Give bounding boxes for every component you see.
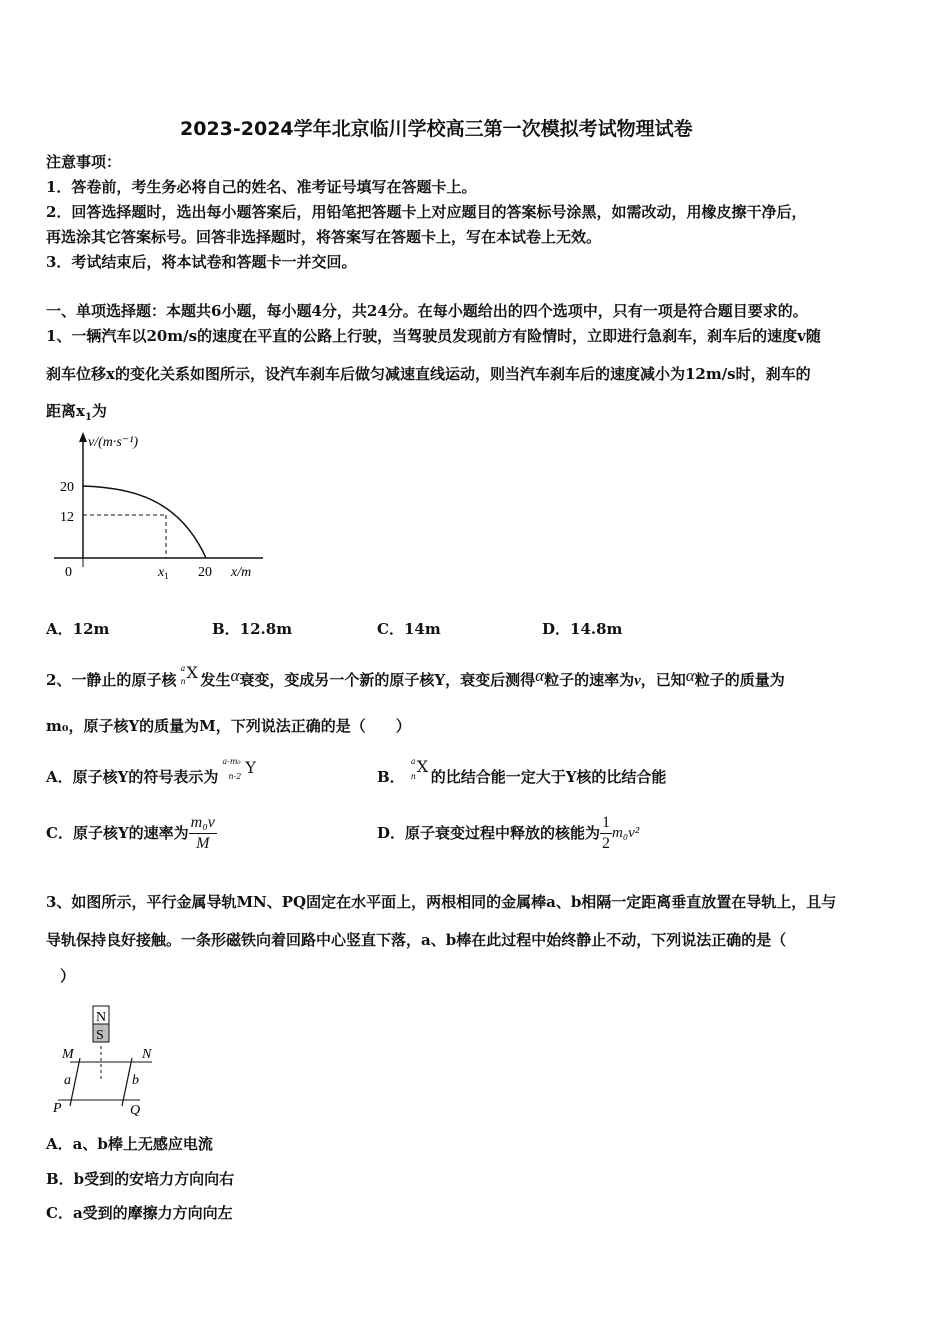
notice-heading: 注意事项： (46, 153, 122, 171)
q3-option-a: A．a、b棒上无感应电流 (46, 1135, 213, 1153)
q1-line-3: 距离$x_1$为 (46, 402, 107, 423)
tick-x1: $x_1$ (158, 565, 169, 581)
q2-line-2: m₀，原子核Y的质量为M，下列说法正确的是（ ） (46, 717, 411, 735)
magnet-s-label: S (96, 1028, 104, 1043)
origin-label: 0 (65, 565, 72, 580)
alpha-symbol: α (230, 666, 240, 685)
rod-a (70, 1058, 80, 1106)
q3-line-2: 导轨保持良好接触。一条形磁铁向着回路中心竖直下落，a、b棒在此过程中始终静止不动，下列说法正确的是（ (46, 931, 787, 949)
y-axis-arrow (79, 432, 87, 442)
section-heading: 一、单项选择题：本题共6小题，每小题4分，共24分。在每小题给出的四个选项中，只有一项是符合题目要求的。 (46, 302, 808, 320)
velocity-curve (83, 486, 206, 558)
q1-line-1: 1、一辆汽车以20m/s的速度在平直的公路上行驶，当驾驶员发现前方有险情时，立即进行急刹车，刹车后的速度v随 (46, 327, 821, 345)
tick-y-12: 12 (60, 510, 74, 525)
q1-option-d: D．14.8m (542, 620, 623, 638)
q3-option-b: B．b受到的安培力方向向右 (46, 1170, 235, 1188)
tick-x-20: 20 (198, 565, 212, 580)
notice-item-1: 1．答卷前，考生务必将自己的姓名、准考证号填写在答题卡上。 (46, 178, 477, 196)
rod-b (122, 1058, 132, 1106)
q3-line-1: 3、如图所示，平行金属导轨MN、PQ固定在水平面上，两根相同的金属棒a、b相隔一定距离垂直放置在导轨上，且与 (46, 893, 837, 911)
nuclide-x: a n X (410, 757, 429, 781)
alpha-symbol: α (535, 666, 545, 685)
label-p: P (53, 1101, 62, 1116)
label-q: Q (130, 1103, 141, 1118)
notice-item-3: 3．考试结束后，将本试卷和答题卡一并交回。 (46, 253, 357, 271)
label-a: a (64, 1073, 71, 1088)
notice-item-2-cont: 再选涂其它答案标号。回答非选择题时，将答案写在答题卡上，写在本试卷上无效。 (46, 228, 602, 246)
fraction-velocity: $\frac{\text{m₀v}}{M}$ (190, 813, 215, 852)
tick-y-20: 20 (60, 480, 74, 495)
notice-item-2: 2．回答选择题时，选出每小题答案后，用铅笔把答题卡上对应题目的答案标号涂黑，如需改动，用橡皮擦干净后， (46, 203, 807, 221)
q2-line-1: 2、一静止的原子核 a n X 发生α衰变，变成另一个新的原子核Y，衰变后测得α粒子的速率为v，已知α粒子的质量为 (46, 663, 785, 689)
q3-option-c: C．a受到的摩擦力方向向左 (46, 1204, 233, 1222)
fraction-half: $\frac{1}{2}$ (602, 813, 611, 852)
q3-line-3: ） (60, 967, 76, 985)
x-axis-label: x/m (231, 565, 252, 580)
q1-option-b: B．12.8m (212, 620, 293, 638)
label-n: N (142, 1047, 152, 1062)
q2-option-c: C．原子核Y的速率为 $\frac{\text{m₀v}}{M}$ (46, 813, 215, 852)
q3-rail-figure (50, 1002, 170, 1120)
q1-option-c: C．14m (377, 620, 441, 638)
q1-option-a: A．12m (46, 620, 110, 638)
q2-option-b: B． a n X 的比结合能一定大于Y核的比结合能 (377, 757, 667, 786)
q2-option-d: D．原子衰变过程中释放的核能为 $\frac{1}{2}$ m₀v² (377, 813, 640, 852)
magnet-n-label: N (96, 1010, 107, 1025)
nuclide-x: a n X (180, 663, 198, 686)
q1-line-2: 刹车位移x的变化关系如图所示，设汽车刹车后做匀减速直线运动，则当汽车刹车后的速度减小为12m/s时，刹车的 (46, 365, 811, 383)
q2-option-a: A．原子核Y的符号表示为 a-m₀ n-2 Y (46, 762, 258, 787)
label-m: M (62, 1047, 74, 1062)
y-axis-label: v/(m·s⁻¹) (88, 435, 139, 450)
alpha-symbol: α (685, 666, 695, 685)
label-b: b (132, 1073, 139, 1088)
nuclide-y: a-m₀ n-2 Y (222, 757, 256, 781)
page-title: 2023-2024学年北京临川学校高三第一次模拟考试物理试卷 (180, 118, 693, 140)
q1-velocity-graph (48, 430, 278, 590)
